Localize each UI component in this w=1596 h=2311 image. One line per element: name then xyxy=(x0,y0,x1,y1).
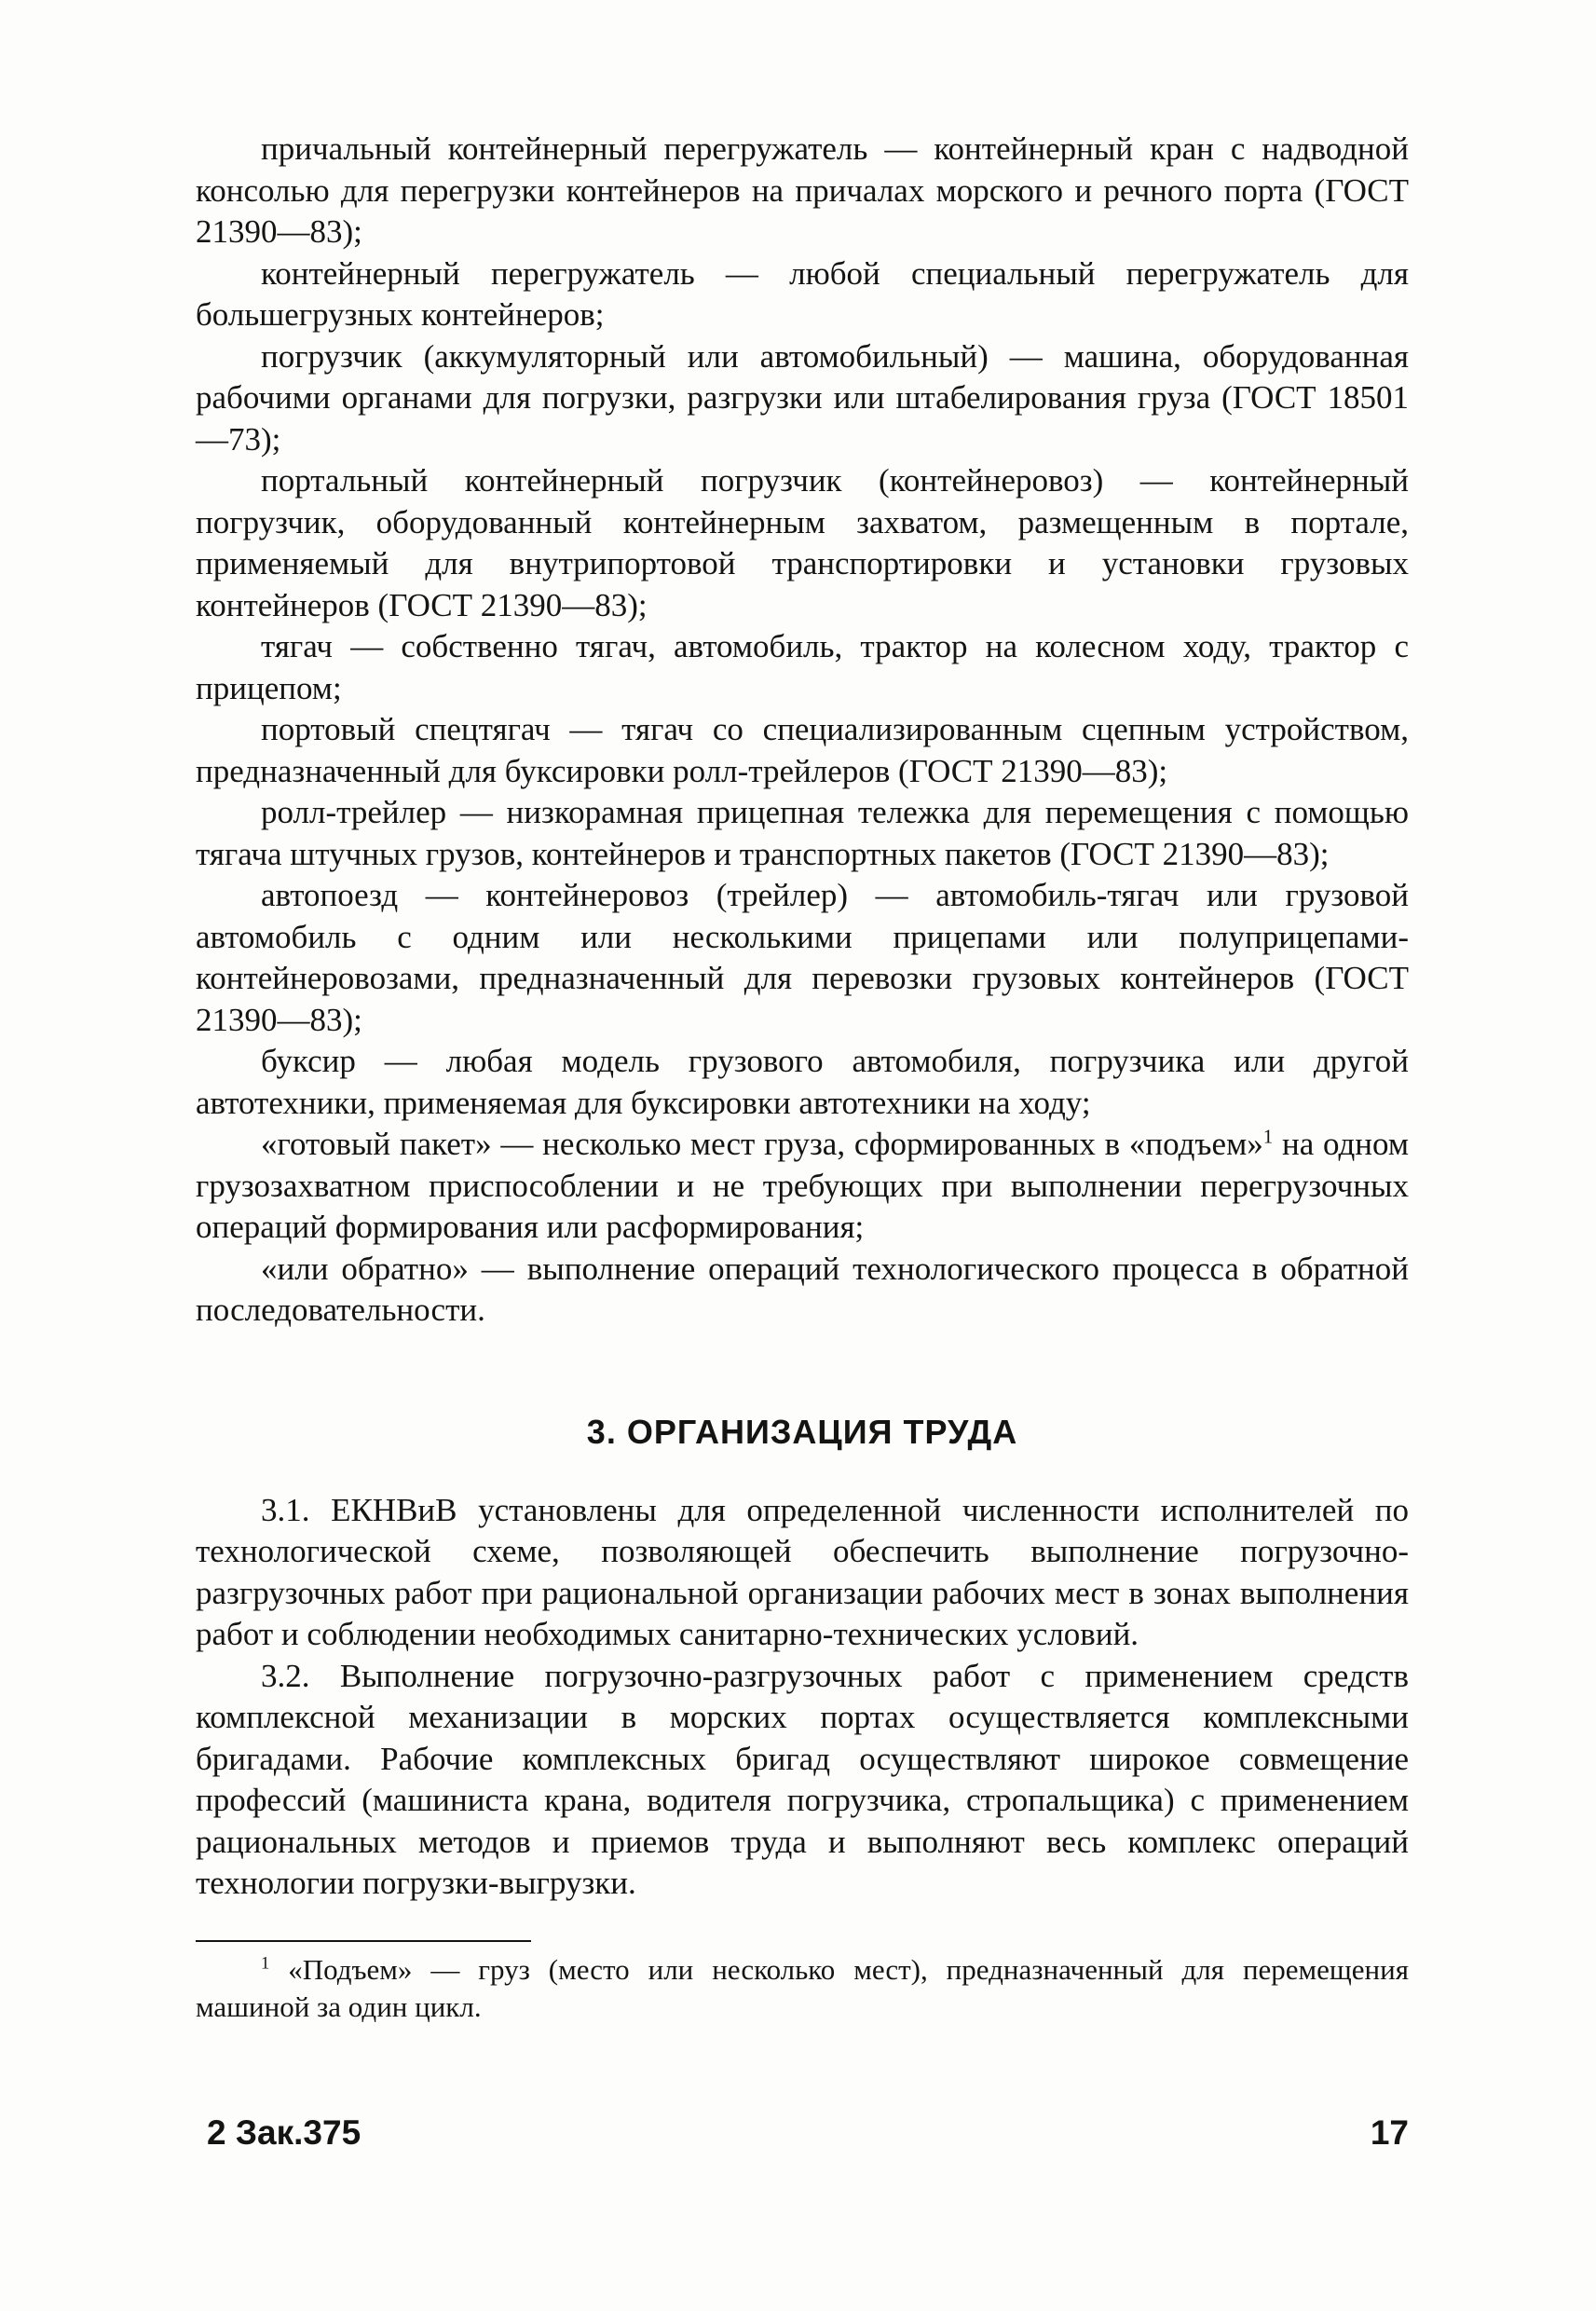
section-paragraph: 3.2. Выполнение погрузочно-разгрузочных работ с применением средств комплексной механизации в морских портах осуществляется комплексными бригадами. Рабочие комплексных бригад осуществляют широкое совмещение профессий (машиниста крана, водителя погрузчика, стропальщика) с применением рациональных методов и приемов труда и выполняют весь комплекс операций технологии погрузки-выгрузки. xyxy=(196,1657,1409,1901)
definition-paragraph: причальный контейнерный перегружатель — контейнерный кран с надводной консолью для перегрузки контейнеров на причалах морского и речного порта (ГОСТ 21390—83); xyxy=(196,130,1409,250)
definition-ready-packet xyxy=(196,1124,1409,1249)
definition-paragraph: портальный контейнерный погрузчик (контейнеровоз) — контейнерный погрузчик, оборудованный контейнерным захватом, размещенным в портале, применяемый для внутрипортовой транспортировки и установки грузовых контейнеров (ГОСТ 21390—83); xyxy=(196,462,1409,623)
definition-paragraph: контейнерный перегружатель — любой специальный перегружатель для большегрузных контейнеров; xyxy=(196,254,1409,333)
ready-packet-text: «готовый пакет» — несколько мест груза, сформированных в «подъем» xyxy=(261,1126,1263,1162)
text-column xyxy=(196,129,1409,2026)
definition-paragraph: тягач — собственно тягач, автомобиль, трактор на колесном ходу, трактор с прицепом; xyxy=(196,628,1409,706)
footnote-text: «Подъем» — груз (место или несколько мест), предназначенный для перемещения машиной за один цикл. xyxy=(196,1952,1409,2023)
footnote-mark: 1 xyxy=(261,1953,270,1974)
definition-paragraph: «или обратно» — выполнение операций технологического процесса в обратной последовательности. xyxy=(196,1250,1409,1328)
footnote-divider xyxy=(196,1940,531,1942)
section-title: 3. ОРГАНИЗАЦИЯ ТРУДА xyxy=(586,1412,1018,1451)
print-order-mark: 2 Зак.375 xyxy=(207,2113,361,2152)
definition-paragraph: буксир — любая модель грузового автомобиля, погрузчика или другой автотехники, применяемая для буксировки автотехники на ходу; xyxy=(196,1043,1409,1121)
definition-paragraph: портовый спецтягач — тягач со специализированным сцепным устройством, предназначенный для буксировки ролл-трейлеров (ГОСТ 21390—83); xyxy=(196,711,1409,789)
definition-paragraph: автопоезд — контейнеровоз (трейлер) — автомобиль-тягач или грузовой автомобиль с одним или несколькими прицепами или полуприцепами-контейнеровозами, предназначенный для перевозки грузовых контейнеров (ГОСТ 21390—83); xyxy=(196,877,1409,1038)
footnote xyxy=(196,1951,1409,2026)
definition-paragraph: ролл-трейлер — низкорамная прицепная тележка для перемещения с помощью тягача штучных грузов, контейнеров и транспортных пакетов (ГОСТ 21390—83); xyxy=(196,794,1409,872)
section-paragraph: 3.1. ЕКНВиВ установлены для определенной численности исполнителей по технологической схеме, позволяющей обеспечить выполнение погрузочно-разгрузочных работ при рациональной организации рабочих мест в зонах выполнения работ и соблюдении необходимых санитарно-технических условий. xyxy=(196,1491,1409,1652)
ready-packet-text-cont: на одном грузозахватном приспособлении и не требующих при выполнении перегрузочных операций формирования или расформирования; xyxy=(196,1126,1409,1245)
page-number: 17 xyxy=(1370,2113,1409,2152)
footnote-reference: 1 xyxy=(1262,1125,1274,1148)
definition-paragraph: погрузчик (аккумуляторный или автомобильный) — машина, оборудованная рабочими органами для погрузки, разгрузки или штабелирования груза (ГОСТ 18501—73); xyxy=(196,337,1409,458)
